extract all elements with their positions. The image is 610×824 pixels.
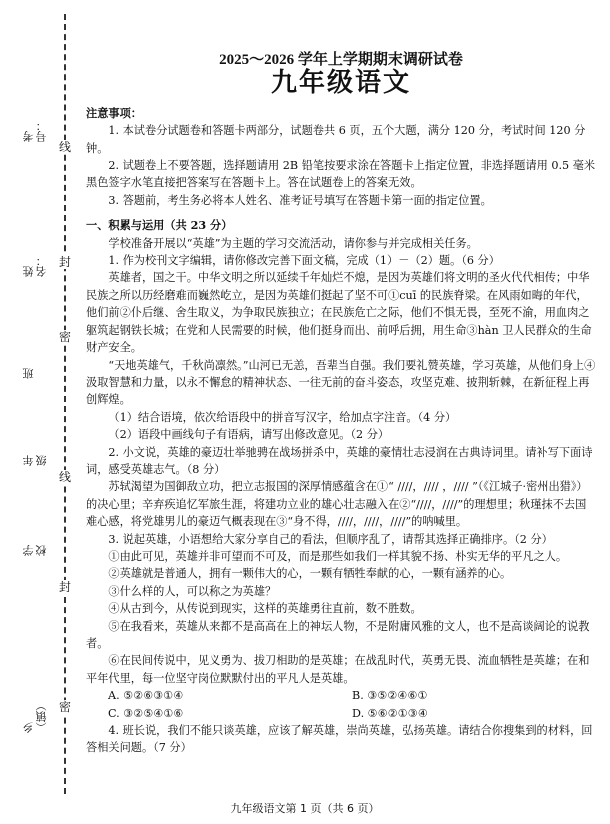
- answer-options: [86, 687, 596, 722]
- exam-number-label: 考号：: [22, 120, 48, 142]
- option-d: D. ⑤⑥②①③④: [352, 706, 428, 720]
- class-label: 班: [22, 368, 35, 379]
- passage-1: 英雄者，国之干。中华文明之所以延续千年灿烂不熄，是因为英雄们将文明的圣火代代相传；中华民族之所以历经磨难而巍然屹立，是因为英雄们挺起了坚不可①cuī 的民族脊梁。在风雨如晦的年代，他们前②仆后继、舍生取义，为争取民族独立；在民族危亡之际，他们不惧无畏，至死不渝，用血肉之躯筑起钢铁长城；在党和人民需要的时候，他们挺身而出、前呼后拥，用生命③hàn 卫人民群众的生命财产安全。: [86, 271, 592, 355]
- question-1: 1. 作为校刊文字编辑，请你修改完善下面文稿，完成（1）－（2）题。（6 分）: [108, 254, 500, 268]
- sentence-item: ③什么样的人，可以称之为英雄？: [108, 584, 277, 598]
- grade-label: 年级: [22, 455, 48, 466]
- option-b: B. ③⑤②④⑥①: [352, 689, 428, 703]
- passage-2: “天地英雄气，千秋尚凛然。”山河已无恙，吾辈当自强。我们要礼赞英雄，学习英雄，从他们身上④汲取智慧和力量，以永不懈怠的精神状态、一往无前的奋斗姿态，攻坚克难、披荆斩棘，在新征程上再创辉煌。: [86, 358, 596, 407]
- binding-margin: [0, 0, 78, 824]
- school-label: 学校: [22, 545, 48, 556]
- seal-word: 密: [56, 700, 74, 714]
- name-label: 姓名：: [22, 255, 48, 277]
- question-4: 4. 班长说，我们不能只谈英雄，应该了解英雄，崇尚英雄，弘扬英雄。请结合你搜集到的材料，回答相关问题。（7 分）: [86, 724, 593, 755]
- notice-item: 1. 本试卷分试题卷和答题卡两部分，试题卷共 6 页，五个大题，满分 120 分，考试时间 120 分钟。: [86, 124, 586, 155]
- sentence-item: ⑥在民间传说中，见义勇为、拔刀相助的是英雄；在战乱时代，英勇无畏、流血牺牲是英雄；在和平年代里，每一位坚守岗位默默付出的平凡人是英雄。: [86, 654, 590, 685]
- seal-word: 线: [56, 140, 74, 154]
- seal-word: 封: [56, 255, 74, 269]
- sentence-item: ④从古到今，从传说到现实，这样的英雄勇往直前，数不胜数。: [108, 602, 422, 616]
- seal-word: 封: [56, 580, 74, 594]
- question-1-part-2: （2）语段中画线句子有语病，请写出修改意见。（2 分）: [108, 428, 390, 442]
- sentence-item: ①由此可见，英雄并非可望而不可及，而是那些如我们一样其貌不扬、朴实无华的平凡之人。: [108, 549, 568, 563]
- seal-dashed-line: [64, 14, 66, 794]
- option-a: A. ⑤②⑥③①④: [108, 689, 184, 703]
- notice-heading: 注意事项：: [86, 105, 142, 120]
- section-heading: 一、积累与运用（共 23 分）: [86, 218, 233, 233]
- notice-item: 2. 试题卷上不要答题，选择题请用 2B 铅笔按要求涂在答题卡上指定位置，非选择题请用 0.5 毫米黑色签字水笔直接把答案写在答题卡上。答在试题卷上的答案无效。: [86, 159, 596, 190]
- option-c: C. ③②⑤④①⑥: [108, 706, 184, 720]
- seal-word: 线: [56, 470, 74, 484]
- question-2: 2. 小文说，英雄的豪迈壮举驰骋在战场拼杀中，英雄的豪情壮志浸润在古典诗词里。请补写下面诗词，感受英雄志气。（8 分）: [86, 445, 593, 476]
- sentence-item: ⑤在我看来，英雄从来都不是高高在上的神坛人物，不是附庸风雅的文人，也不是高谈阔论的说教者。: [86, 619, 590, 650]
- notice-item: 3. 答题前，考生务必将本人姓名、准考证号填写在答题卡第一面的指定位置。: [108, 193, 492, 207]
- seal-word: 密: [56, 330, 74, 344]
- exam-title: 2025～2026 学年上学期期末调研试卷: [219, 52, 463, 68]
- question-1-part-1: （1）结合语境，依次给语段中的拼音写汉字，给加点字注音。（4 分）: [108, 410, 457, 424]
- subject-title: 九年级语文: [270, 68, 411, 99]
- page-footer: 九年级语文第 1 页（共 6 页）: [230, 802, 380, 815]
- township-label: 乡（镇）: [22, 700, 48, 733]
- exam-content: [86, 52, 596, 757]
- passage-3: 苏轼渴望为国御敌立功，把立志报国的深厚情感蕴含在①“ ////，//// ，//// ”（《江城子·密州出猎》）的决心里；辛弃疾追忆军旅生涯，将建功立业的雄心壮志融入在②“////，////”的理想里；秋瑾抹不去国难心感，将党雄男儿的豪迈气概表现在③“身不得，////，////，////”的呐喊里。: [86, 480, 588, 529]
- section-intro: 学校准备开展以“英雄”为主题的学习交流活动，请你参与并完成相关任务。: [108, 236, 478, 250]
- sentence-item: ②英雄就是普通人，拥有一颗伟大的心，一颗有牺牲奉献的心，一颗有涵养的心。: [108, 567, 512, 581]
- question-3: 3. 说起英雄，小语想给大家分享自己的看法，但顺序乱了，请帮其选择正确排序。（2 分）: [108, 532, 553, 546]
